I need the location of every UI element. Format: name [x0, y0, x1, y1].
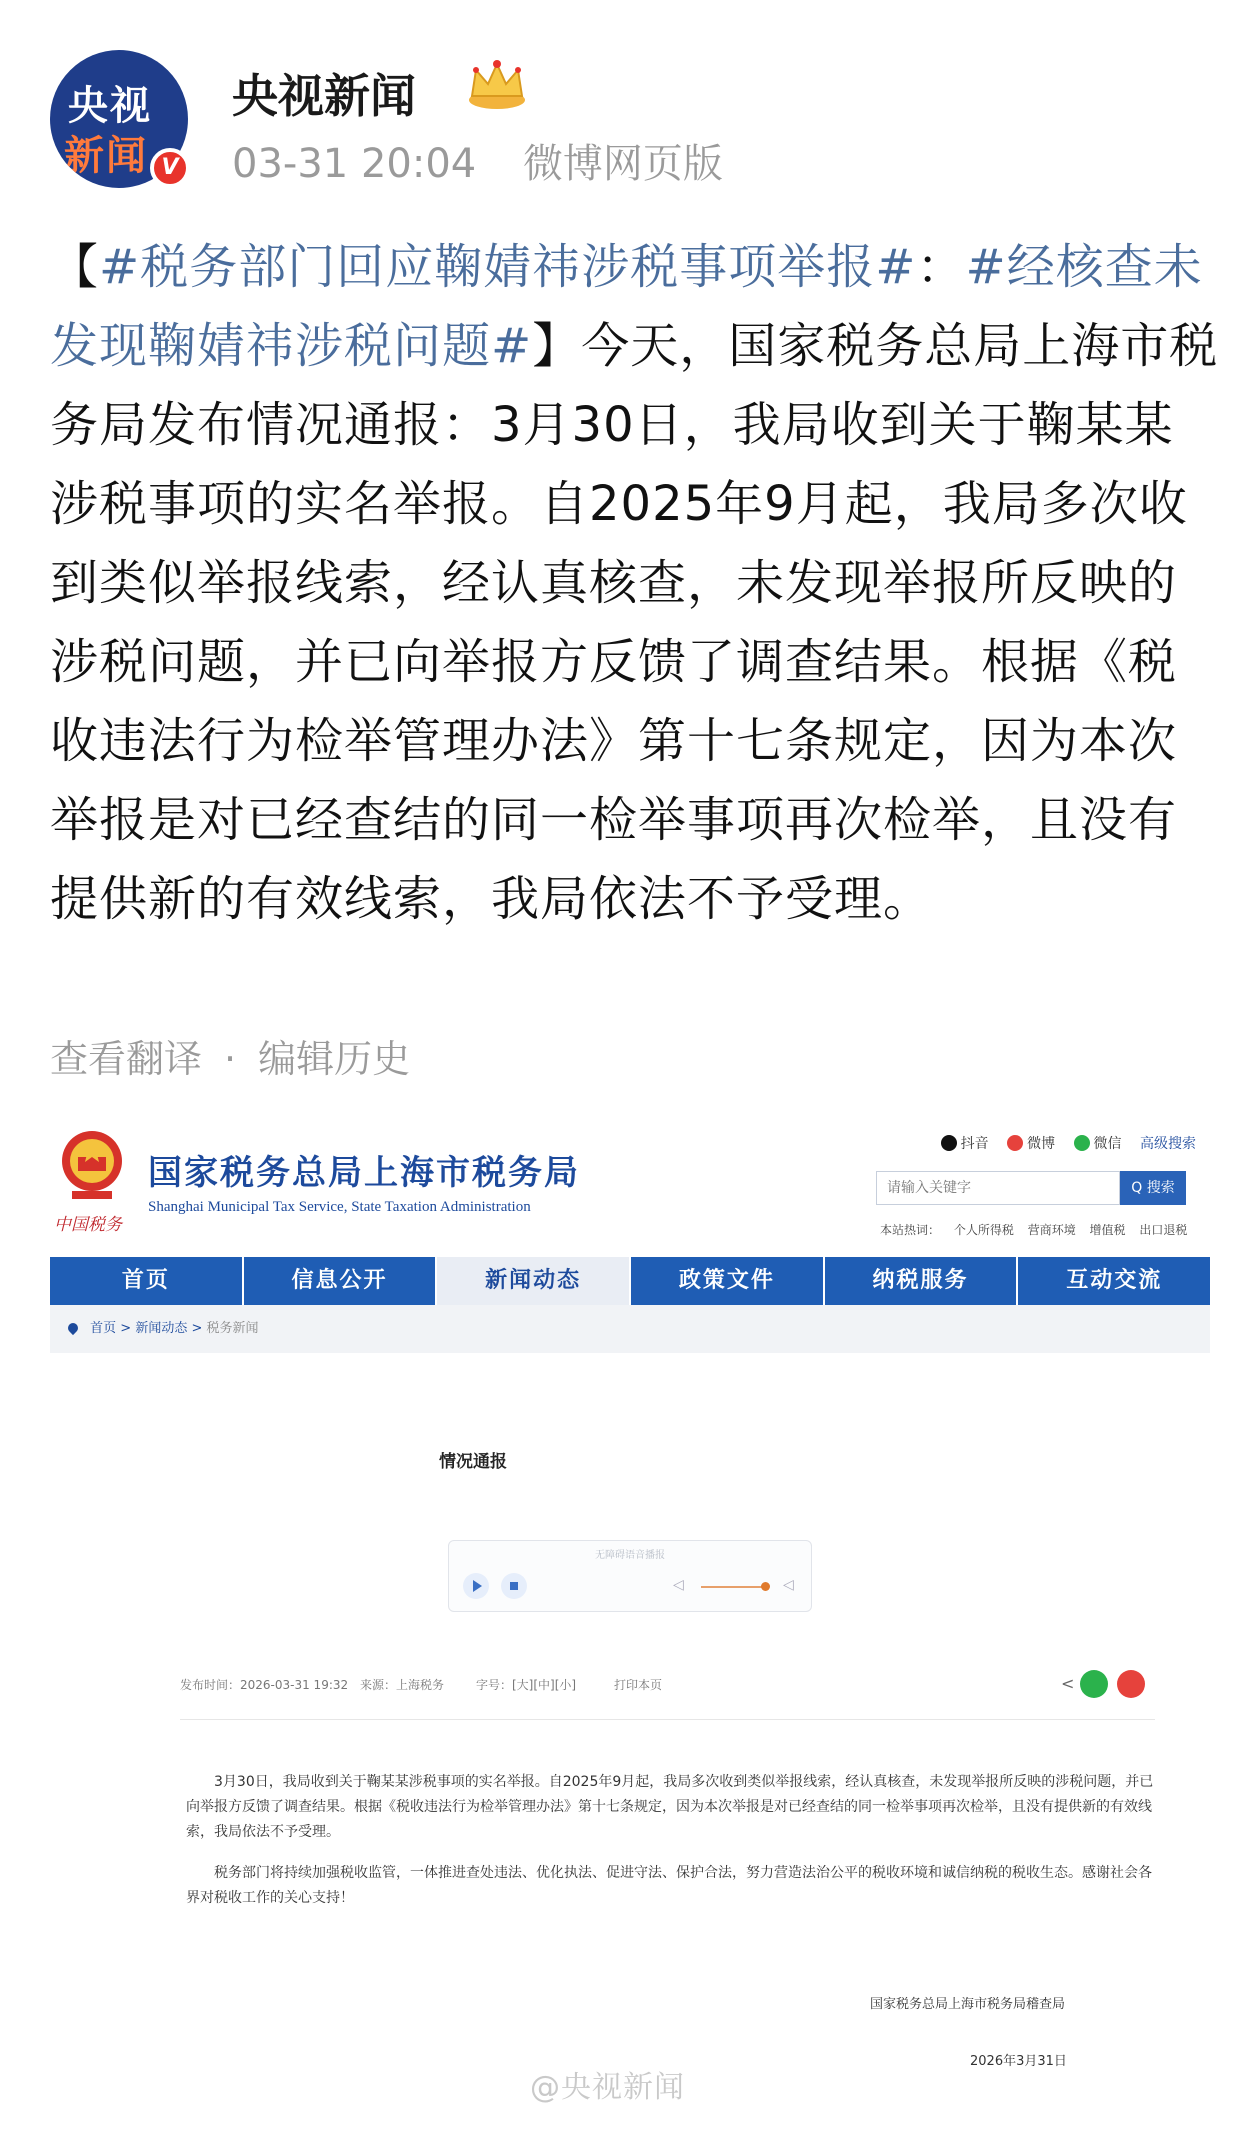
- location-pin-icon: [66, 1321, 80, 1335]
- site-slogan: 中国税务: [54, 1215, 122, 1235]
- wechat-share-icon[interactable]: [1080, 1670, 1108, 1698]
- post-body-text: 今天，国家税务总局上海市税务局发布情况通报：3月30日，我局收到关于鞠某某涉税事项的实名举报。自2025年9月起，我局多次收到类似举报线索，经认真核查，未发现举报所反映的涉税问题，并已向举报方反馈了调查结果。根据《税收违法行为检举管理办法》第十七条规定，因为本次举报是对已经查结的同一检举事项再次检举，且没有提供新的有效线索，我局依法不予受理。: [50, 318, 1219, 927]
- post-time[interactable]: 03-31 20:04: [232, 141, 477, 187]
- breadcrumb-sep: >: [191, 1321, 203, 1336]
- avatar-text-bottom: 新闻: [64, 133, 148, 179]
- post-header: [50, 50, 1210, 190]
- weibo-share-icon[interactable]: [1117, 1670, 1145, 1698]
- nav-tax-service[interactable]: 纳税服务: [825, 1257, 1019, 1305]
- audio-player: [448, 1540, 812, 1612]
- breadcrumb-home[interactable]: 首页: [90, 1321, 117, 1336]
- nav-interaction[interactable]: 互动交流: [1018, 1257, 1210, 1305]
- bracket-open: 【: [50, 239, 100, 295]
- breadcrumb-news[interactable]: 新闻动态: [135, 1321, 188, 1336]
- volume-low-icon: ◁: [673, 1577, 684, 1593]
- hot-words: [880, 1221, 1197, 1238]
- nav-info-disclosure[interactable]: 信息公开: [244, 1257, 438, 1305]
- nav-policy[interactable]: 政策文件: [631, 1257, 825, 1305]
- play-icon[interactable]: [463, 1573, 489, 1599]
- advanced-search-link[interactable]: 高级搜索: [1140, 1136, 1196, 1152]
- weibo-label: 微博: [1027, 1136, 1056, 1152]
- site-subtitle: Shanghai Municipal Tax Service, State Taxation Administration: [148, 1199, 531, 1215]
- wechat-icon: [1074, 1135, 1090, 1151]
- post-text: [50, 228, 1220, 939]
- search-input[interactable]: [877, 1172, 1119, 1204]
- signature-org: 国家税务总局上海市税务局稽查局: [870, 1997, 1066, 2012]
- article-source: 来源：上海税务: [360, 1678, 445, 1692]
- nav-home[interactable]: 首页: [50, 1257, 244, 1305]
- attached-image[interactable]: [50, 1115, 1210, 2105]
- publish-time: 发布时间：2026-03-31 19:32: [180, 1678, 349, 1692]
- wechat-label: 微信: [1093, 1136, 1122, 1152]
- breadcrumb-sep: >: [120, 1321, 132, 1336]
- article-paragraph: 3月30日，我局收到关于鞠某某涉税事项的实名举报。自2025年9月起，我局多次收到类似举报线索，经认真核查，未发现举报所反映的涉税问题，并已向举报方反馈了调查结果。根据《税收违法行为检举管理办法》第十七条规定，因为本次举报是对已经查结的同一检举事项再次检举，且没有提供新的有效线索，我局依法不予受理。: [186, 1774, 1154, 1840]
- post-meta: [232, 132, 757, 189]
- hotwords-label: 本站热词：: [880, 1223, 941, 1237]
- volume-high-icon: ◁: [783, 1577, 794, 1593]
- bracket-close: 】: [532, 318, 582, 374]
- article-info: [180, 1660, 1155, 1720]
- separator-dot: ·: [224, 1037, 237, 1081]
- crown-icon[interactable]: [462, 56, 532, 112]
- print-link[interactable]: 打印本页: [614, 1678, 663, 1692]
- hotword-item[interactable]: 出口退税: [1139, 1223, 1188, 1237]
- article-body: [186, 1770, 1158, 1927]
- font-size-controls[interactable]: 字号：[大][中][小]: [476, 1678, 577, 1692]
- social-links: [927, 1133, 1196, 1153]
- national-emblem-icon: [58, 1127, 126, 1205]
- nav-news[interactable]: 新闻动态: [437, 1257, 631, 1305]
- article-paragraph: 税务部门将持续加强税收监管，一体推进查处违法、优化执法、促进守法、保护合法，努力营造法治公平的税收环境和诚信纳税的税收生态。感谢社会各界对税收工作的关心支持！: [186, 1865, 1152, 1906]
- douyin-label: 抖音: [960, 1136, 989, 1152]
- verified-icon: V: [150, 148, 190, 188]
- site-header: [50, 1115, 1210, 1250]
- douyin-link[interactable]: [941, 1136, 989, 1152]
- search-button[interactable]: Q 搜索: [1120, 1171, 1186, 1205]
- edit-history-link[interactable]: 编辑历史: [258, 1037, 411, 1081]
- breadcrumb-current: 税务新闻: [206, 1321, 259, 1336]
- post-source: 微博网页版: [522, 141, 723, 187]
- hashtag-colon: ：: [916, 239, 966, 295]
- douyin-icon: [941, 1135, 957, 1151]
- username[interactable]: 央视新闻: [232, 69, 416, 123]
- weibo-link[interactable]: [1007, 1136, 1055, 1152]
- stop-icon[interactable]: [501, 1573, 527, 1599]
- hashtag-link-2[interactable]: #经核查未发现鞠婧祎涉税问题#: [50, 239, 1203, 374]
- search-field[interactable]: [876, 1171, 1120, 1205]
- article-title: 情况通报: [439, 1452, 507, 1472]
- site-nav: [50, 1257, 1210, 1305]
- volume-slider[interactable]: [701, 1586, 765, 1588]
- hotword-item[interactable]: 个人所得税: [953, 1223, 1014, 1237]
- breadcrumb: [50, 1305, 1210, 1353]
- avatar-text-top: 央视: [68, 83, 152, 129]
- hashtag-link-1[interactable]: #税务部门回应鞠婧祎涉税事项举报#: [99, 239, 917, 295]
- player-hint: 无障碍语音播报: [595, 1550, 665, 1561]
- signature-date: 2026年3月31日: [970, 2054, 1067, 2069]
- site-title[interactable]: 国家税务总局上海市税务局: [148, 1153, 580, 1193]
- volume-knob[interactable]: [761, 1582, 770, 1591]
- post-actions: [50, 1028, 410, 1083]
- watermark: @央视新闻: [530, 2070, 685, 2105]
- share-icon[interactable]: <: [1061, 1674, 1075, 1693]
- wechat-link[interactable]: [1074, 1136, 1122, 1152]
- hotword-item[interactable]: 营商环境: [1027, 1223, 1076, 1237]
- hotword-item[interactable]: 增值税: [1089, 1223, 1126, 1237]
- weibo-icon: [1007, 1135, 1023, 1151]
- translate-link[interactable]: 查看翻译: [50, 1037, 203, 1081]
